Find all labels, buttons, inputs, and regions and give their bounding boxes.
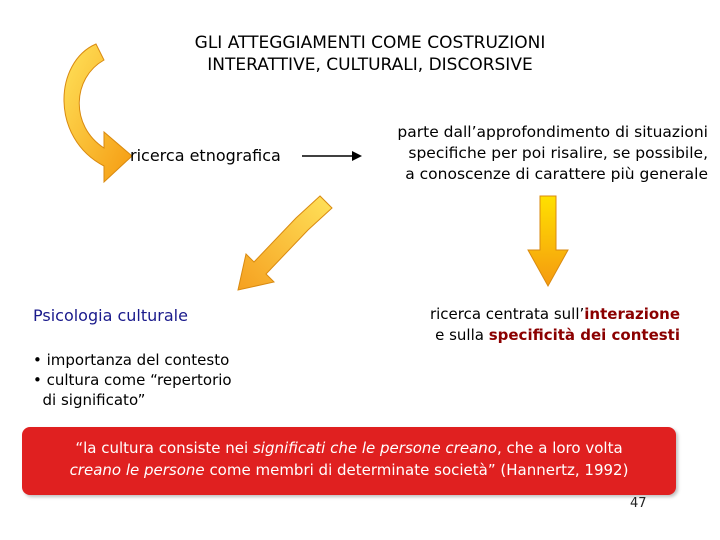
quote-text xyxy=(22,437,676,481)
parte-line-3: a conoscenze di carattere più generale xyxy=(405,165,708,183)
parte-line-1: parte dall’approfondimento di situazioni xyxy=(397,123,708,141)
page-number: 47 xyxy=(630,496,647,511)
specificita-highlight: specificità dei contesti xyxy=(488,326,680,344)
down-arrow-icon xyxy=(528,196,568,286)
centrata-pre: ricerca centrata sull’ xyxy=(429,305,585,323)
right-arrow-icon xyxy=(302,151,362,161)
psicologia-culturale-label: Psicologia culturale xyxy=(33,306,188,325)
quote-line-1 xyxy=(22,437,676,459)
diagonal-arrow-icon xyxy=(238,196,332,290)
parte-description xyxy=(368,122,708,185)
parte-line-2: specifiche per poi risalire, se possibile, xyxy=(408,144,708,162)
slide-title xyxy=(120,32,620,76)
centrata-line-1 xyxy=(400,304,680,325)
bullet-item: di significato” xyxy=(33,391,146,409)
quote-part: come membri di determinate società” (Hannertz, 1992) xyxy=(204,461,629,479)
quote-line-2 xyxy=(22,459,676,481)
bullet-list xyxy=(33,350,232,410)
ricerca-etnografica-label: ricerca etnografica xyxy=(130,146,281,165)
bullet-item: • importanza del contesto xyxy=(33,351,230,369)
centrata-line-2 xyxy=(400,325,680,346)
quote-italic: creano le persone xyxy=(69,461,205,479)
quote-part: , che a loro volta xyxy=(496,439,623,457)
bullet-item: • cultura come “repertorio xyxy=(33,371,232,389)
ricerca-centrata-text xyxy=(400,304,680,346)
quote-part: “la cultura consiste nei xyxy=(75,439,253,457)
interazione-highlight: interazione xyxy=(584,305,680,323)
quote-italic: significati che le persone creano xyxy=(252,439,497,457)
title-line-1: GLI ATTEGGIAMENTI COME COSTRUZIONI xyxy=(194,33,546,53)
title-line-2: INTERATTIVE, CULTURALI, DISCORSIVE xyxy=(207,55,533,75)
centrata-mid: e sulla xyxy=(435,326,489,344)
